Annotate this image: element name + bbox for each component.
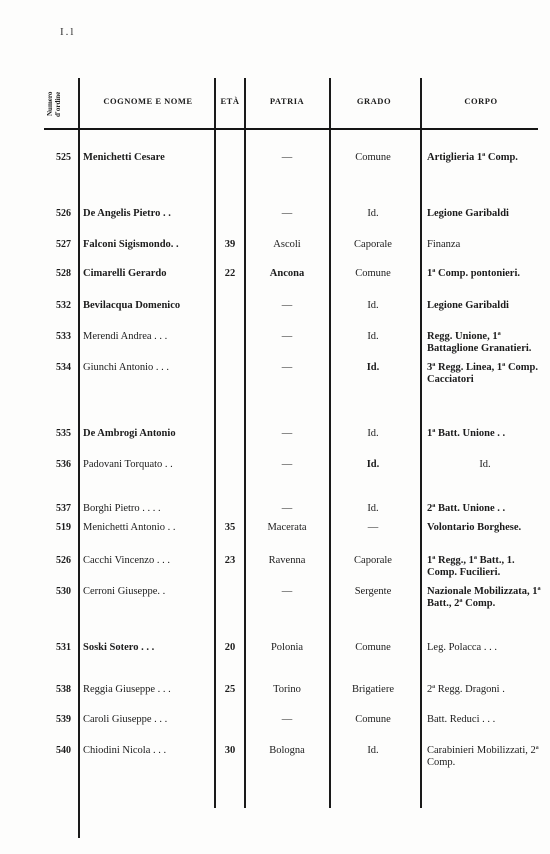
row-number: 536: [56, 459, 71, 470]
row-grado: Id.: [367, 300, 379, 311]
row-name: Bevilacqua Domenico: [83, 300, 181, 311]
row-age: 23: [224, 555, 236, 566]
row-corpo: Leg. Polacca . . .: [427, 642, 497, 653]
row-corpo: 1ª Comp. pontonieri.: [427, 268, 520, 279]
row-grado: Id.: [367, 428, 379, 439]
row-number: 526: [56, 555, 71, 566]
header-corpo: CORPO: [464, 96, 498, 106]
row-patria: Torino: [273, 684, 301, 695]
row-number: 530: [56, 586, 71, 597]
row-number: 540: [56, 745, 71, 756]
row-age: 39: [224, 239, 236, 250]
row-grado: Comune: [355, 642, 391, 653]
row-grado: Id.: [366, 459, 380, 470]
row-patria: —: [281, 503, 293, 514]
row-name: Cacchi Vincenzo . . .: [83, 555, 170, 566]
row-patria: Ascoli: [273, 239, 301, 250]
row-age: 20: [224, 642, 236, 653]
row-grado: Id.: [367, 503, 379, 514]
row-name: Cimarelli Gerardo: [83, 268, 167, 279]
row-grado: Caporale: [354, 555, 392, 566]
row-name: Menichetti Cesare: [83, 152, 165, 163]
row-name: De Angelis Pietro . .: [83, 208, 171, 219]
row-patria: —: [281, 208, 293, 219]
row-patria: Bologna: [269, 745, 305, 756]
row-name: De Ambrogi Antonio: [83, 428, 176, 439]
row-corpo: 2ª Batt. Unione . .: [427, 503, 506, 514]
header-numero: Numero d'ordine: [46, 91, 62, 117]
row-number: 532: [56, 300, 71, 311]
row-patria: —: [281, 459, 293, 470]
row-number: 525: [56, 152, 71, 163]
row-number: 533: [56, 331, 71, 342]
header-patria: PATRIA: [269, 96, 305, 106]
page-number: I.l: [60, 26, 76, 38]
row-grado: Sergente: [354, 586, 392, 597]
row-corpo: 1ª Batt. Unione . .: [427, 428, 506, 439]
row-patria: —: [281, 586, 293, 597]
row-patria: —: [281, 714, 293, 725]
row-corpo: Carabinieri Mobilizzati, 2ª Comp.: [427, 745, 539, 768]
row-patria: Ravenna: [268, 555, 306, 566]
row-patria: —: [281, 362, 293, 373]
row-grado: Id.: [367, 331, 379, 342]
row-name: Merendi Andrea . . .: [83, 331, 168, 342]
row-name: Borghi Pietro . . . .: [83, 503, 161, 514]
row-name: Padovani Torquato . .: [83, 459, 173, 470]
column-divider: [78, 78, 80, 838]
row-name: Falconi Sigismondo. .: [83, 239, 179, 250]
row-age: 30: [224, 745, 236, 756]
row-number: 539: [56, 714, 71, 725]
row-grado: Caporale: [354, 239, 392, 250]
row-grado: Brigatiere: [352, 684, 394, 695]
row-age: 35: [224, 522, 236, 533]
row-age: 22: [224, 268, 236, 279]
column-divider: [329, 78, 331, 808]
row-grado: Id.: [366, 362, 380, 373]
column-divider: [214, 78, 216, 808]
row-corpo: 2ª Regg. Dragoni .: [427, 684, 505, 695]
column-divider: [244, 78, 246, 808]
row-corpo: Legione Garibaldi: [427, 208, 509, 219]
row-name: Giunchi Antonio . . .: [83, 362, 170, 373]
row-age: 25: [224, 684, 236, 695]
row-corpo: 1ª Regg., 1ª Batt., 1. Comp. Fucilieri.: [427, 555, 515, 578]
row-corpo: Legione Garibaldi: [427, 300, 509, 311]
row-patria: —: [281, 331, 293, 342]
row-corpo: Regg. Unione, 1ª Battaglione Granatieri.: [427, 331, 532, 354]
row-patria: —: [281, 428, 293, 439]
row-corpo: Id.: [479, 459, 491, 470]
row-name: Cerroni Giuseppe. .: [83, 586, 166, 597]
header-nome: COGNOME E NOME: [103, 96, 193, 106]
row-corpo: Volontario Borghese.: [427, 522, 522, 533]
row-number: 531: [56, 642, 71, 653]
row-name: Chiodini Nicola . . .: [83, 745, 167, 756]
header-grado: GRADO: [356, 96, 392, 106]
row-grado: Comune: [355, 152, 391, 163]
row-patria: Macerata: [267, 522, 307, 533]
row-patria: —: [281, 300, 293, 311]
row-patria: Polonia: [270, 642, 304, 653]
row-corpo: Artiglieria 1ª Comp.: [427, 152, 518, 163]
row-corpo: 3ª Regg. Linea, 1ª Comp. Cacciatori: [427, 362, 539, 385]
row-patria: —: [281, 152, 293, 163]
row-number: 537: [56, 503, 71, 514]
row-grado: Id.: [367, 208, 379, 219]
row-grado: —: [367, 522, 379, 533]
row-grado: Id.: [367, 745, 379, 756]
header-rule: [44, 128, 538, 130]
row-number: 528: [56, 268, 71, 279]
row-number: 538: [56, 684, 71, 695]
row-number: 534: [56, 362, 71, 373]
row-patria: Ancona: [269, 268, 305, 279]
row-grado: Comune: [355, 714, 391, 725]
row-number: 519: [56, 522, 71, 533]
column-divider: [420, 78, 422, 808]
row-number: 526: [56, 208, 71, 219]
row-grado: Comune: [355, 268, 391, 279]
row-name: Reggia Giuseppe . . .: [83, 684, 171, 695]
row-number: 527: [56, 239, 71, 250]
header-eta: ETÀ: [220, 96, 240, 106]
row-corpo: Batt. Reduci . . .: [427, 714, 496, 725]
row-name: Menichetti Antonio . .: [83, 522, 176, 533]
row-corpo: Finanza: [427, 239, 461, 250]
row-corpo: Nazionale Mobilizzata, 1ª Batt., 2ª Comp.: [427, 586, 541, 609]
row-name: Soski Sotero . . .: [83, 642, 155, 653]
row-number: 535: [56, 428, 71, 439]
row-name: Caroli Giuseppe . . .: [83, 714, 168, 725]
